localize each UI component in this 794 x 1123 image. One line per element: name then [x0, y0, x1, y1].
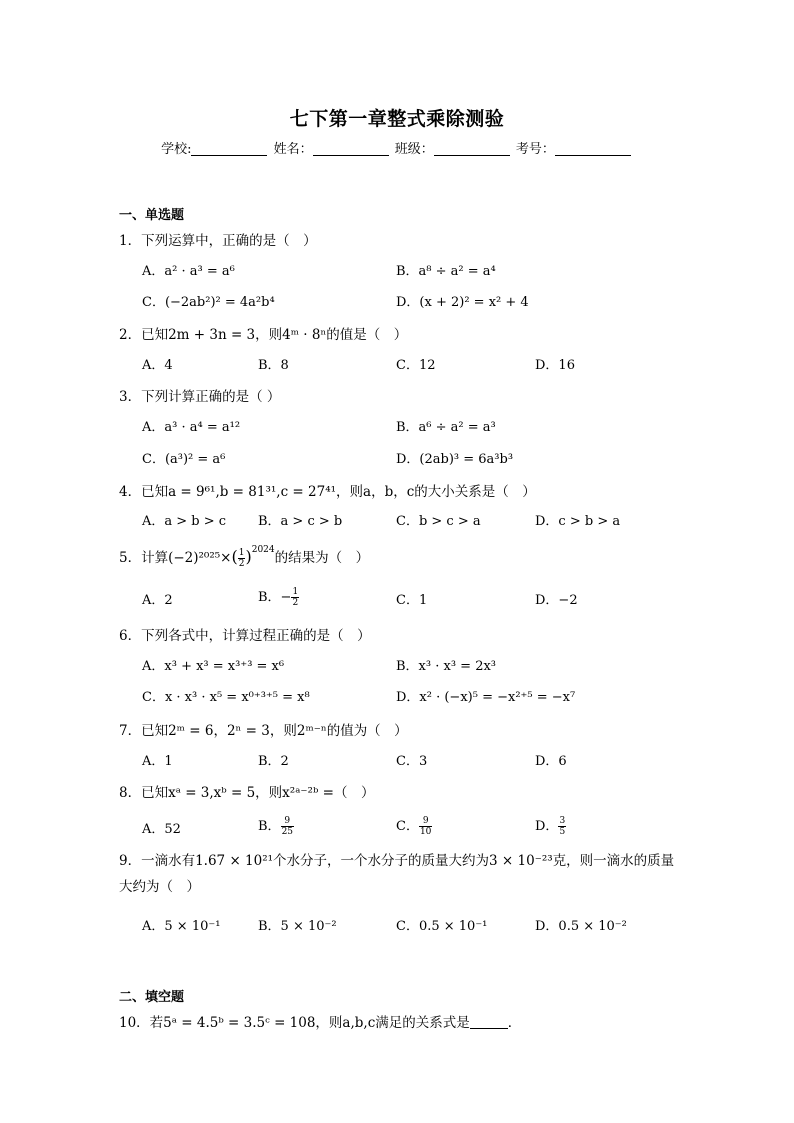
q5b-fraction	[291, 587, 299, 608]
q9-option-d[interactable]: D．0.5 × 10⁻²	[535, 919, 627, 934]
q10-stem-post: ．	[507, 1015, 522, 1031]
section-fill-in: 二、填空题	[119, 990, 185, 1005]
q2-option-d[interactable]: D．16	[535, 358, 575, 373]
q4-option-a[interactable]: A．a > b > c	[142, 514, 227, 529]
question-1: 1．下列运算中，正确的是（ ）	[119, 233, 317, 249]
q5b-numerator: 1	[292, 587, 299, 597]
q5-option-b[interactable]	[258, 586, 299, 608]
q8c-denominator: 10	[419, 827, 432, 837]
q8d-prefix: D．	[535, 819, 559, 834]
q5-option-a[interactable]: A．2	[142, 593, 173, 608]
q8c-prefix: C．	[396, 819, 419, 834]
q7-option-c[interactable]: C．3	[396, 754, 428, 769]
q4-option-d[interactable]: D．c > b > a	[535, 514, 621, 529]
q5-stem-pre: 5．计算(−2)²⁰²⁵×	[119, 550, 232, 566]
question-5	[119, 546, 369, 569]
q5-fraction-numerator: 1	[238, 548, 245, 558]
q5-fraction-denominator: 2	[238, 559, 245, 569]
exam-no-label: 考号：	[515, 142, 555, 157]
school-label: 学校:	[161, 142, 192, 157]
q9-option-b[interactable]: B．5 × 10⁻²	[258, 919, 337, 934]
q8d-fraction	[558, 816, 566, 837]
q2-option-a[interactable]: A．4	[142, 358, 173, 373]
q10-answer-blank[interactable]	[470, 1016, 508, 1029]
q9-option-a[interactable]: A．5 × 10⁻¹	[142, 919, 221, 934]
q1-option-b[interactable]: B．a⁸ ÷ a² = a⁴	[396, 264, 496, 279]
question-6: 6．下列各式中，计算过程正确的是（ ）	[119, 628, 371, 644]
q8-option-b[interactable]	[258, 815, 294, 837]
q5-paren-expression: ( $\frac{1}{2}$ )$^{2024}$	[231, 545, 275, 569]
q4-option-c[interactable]: C．b > c > a	[396, 514, 481, 529]
student-info-line	[0, 138, 794, 157]
q3-option-a[interactable]: A．a³ · a⁴ = a¹²	[142, 420, 241, 435]
name-label: 姓名：	[273, 142, 313, 157]
q8b-denominator: 25	[281, 827, 294, 837]
q8b-prefix: B．	[258, 819, 281, 834]
q8-option-a[interactable]: A．52	[142, 822, 181, 837]
q1-option-c[interactable]: C．(−2ab²)² = 4a²b⁴	[142, 295, 275, 310]
q8c-numerator: 9	[419, 816, 432, 827]
q6-option-d[interactable]: D．x² · (−x)⁵ = −x²⁺⁵ = −x⁷	[396, 690, 576, 705]
q1-option-a[interactable]: A．a² · a³ = a⁶	[142, 264, 235, 279]
q6-option-c[interactable]: C．x · x³ · x⁵ = x⁰⁺³⁺⁵ = x⁸	[142, 690, 310, 705]
q3-option-d[interactable]: D．(2ab)³ = 6a³b³	[396, 452, 514, 467]
question-9: 9．一滴水有1.67 × 10²¹个水分子，一个水分子的质量大约为3 × 10⁻²³克，则一滴水的质量大约为（ ）	[119, 853, 675, 895]
exam-no-blank[interactable]	[555, 142, 631, 156]
section-single-choice: 一、单选题	[119, 208, 185, 223]
q8c-fraction	[419, 816, 432, 837]
q7-option-b[interactable]: B．2	[258, 754, 289, 769]
q5-stem-post: 的结果为（ ）	[274, 550, 370, 566]
q3-option-b[interactable]: B．a⁶ ÷ a² = a³	[396, 420, 496, 435]
question-4: 4．已知a = 9⁶¹,b = 81³¹,c = 27⁴¹，则a，b，c的大小关系是（ ）	[119, 484, 536, 500]
page-title: 七下第一章整式乘除测验	[289, 108, 505, 130]
question-3: 3．下列计算正确的是（ ）	[119, 389, 281, 405]
q5-option-c[interactable]: C．1	[396, 593, 428, 608]
q4-option-b[interactable]: B．a > c > b	[258, 514, 343, 529]
class-blank[interactable]	[434, 142, 510, 156]
q7-option-a[interactable]: A．1	[142, 754, 173, 769]
question-8: 8．已知xᵃ = 3,xᵇ = 5，则x²ᵃ⁻²ᵇ =（ ）	[119, 785, 375, 801]
q2-option-b[interactable]: B．8	[258, 358, 289, 373]
q8b-numerator: 9	[281, 816, 294, 827]
q8d-denominator: 5	[559, 827, 566, 837]
q5-option-d[interactable]: D．−2	[535, 593, 578, 608]
q6-option-a[interactable]: A．x³ + x³ = x³⁺³ = x⁶	[142, 659, 285, 674]
q8-option-c[interactable]	[396, 815, 432, 837]
q3-option-c[interactable]: C．(a³)² = a⁶	[142, 452, 226, 467]
name-blank[interactable]	[313, 142, 389, 156]
q8b-fraction	[281, 816, 294, 837]
q5b-denominator: 2	[292, 598, 299, 608]
q6-option-b[interactable]: B．x³ · x³ = 2x³	[396, 659, 497, 674]
q8-option-d[interactable]	[535, 815, 566, 837]
school-blank[interactable]	[191, 142, 267, 156]
q1-option-d[interactable]: D．(x + 2)² = x² + 4	[396, 295, 529, 310]
q5-exponent: 2024	[251, 545, 275, 555]
question-7: 7．已知2ᵐ = 6，2ⁿ = 3，则2ᵐ⁻ⁿ的值为（ ）	[119, 723, 408, 739]
q9-option-c[interactable]: C．0.5 × 10⁻¹	[396, 919, 488, 934]
q2-option-c[interactable]: C．12	[396, 358, 436, 373]
question-10	[119, 1011, 521, 1031]
question-2: 2．已知2m + 3n = 3，则4ᵐ · 8ⁿ的值是（ ）	[119, 327, 408, 343]
q7-option-d[interactable]: D．6	[535, 754, 567, 769]
class-label: 班级：	[394, 142, 434, 157]
q5b-prefix: B．−	[258, 590, 292, 605]
q10-stem-pre: 10．若5ᵃ = 4.5ᵇ = 3.5ᶜ = 108，则a,b,c满足的关系式是	[119, 1015, 470, 1031]
q8d-numerator: 3	[559, 816, 566, 826]
